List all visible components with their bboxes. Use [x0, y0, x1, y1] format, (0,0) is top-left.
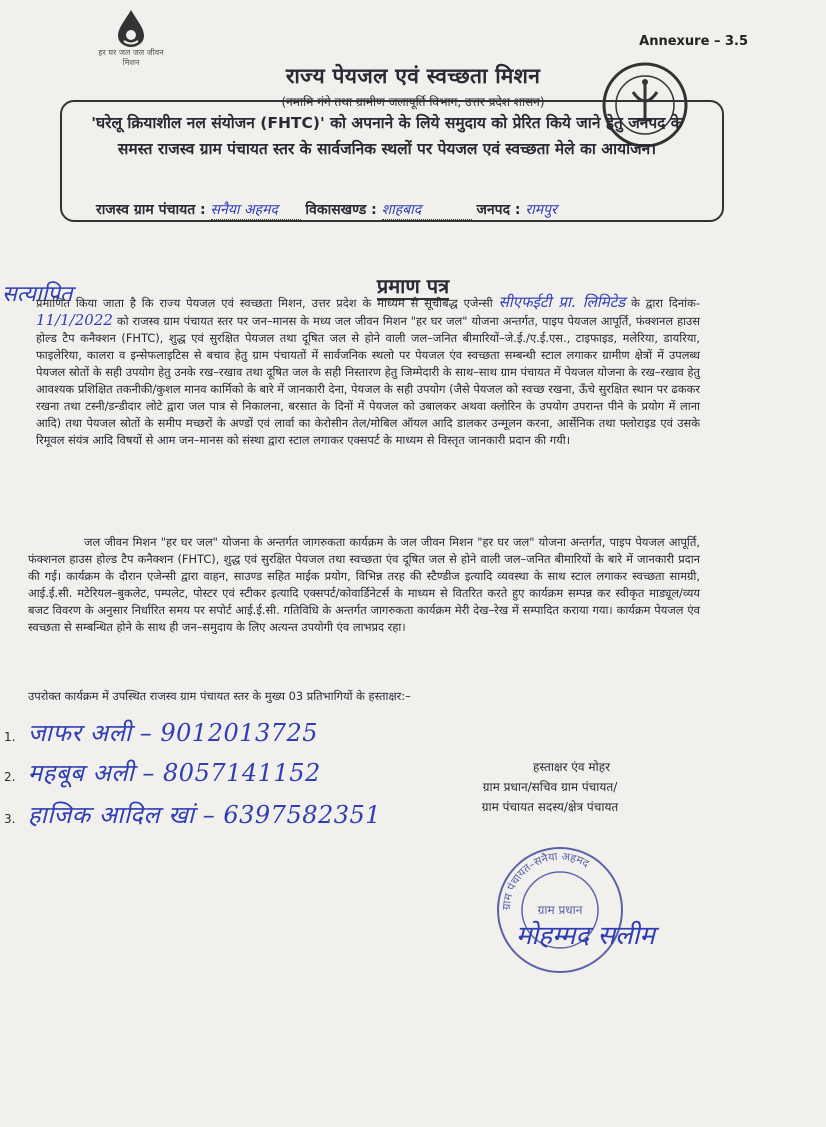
page-title: राज्य पेयजल एवं स्वच्छता मिशन — [285, 64, 541, 88]
gram-panchayat-stamp — [490, 840, 630, 984]
rgp-value: सनैया अहमद — [211, 200, 301, 220]
signatory-number: 2. — [4, 770, 16, 784]
p1-text-b: के द्वारा दिनांक- — [631, 296, 700, 310]
rgp-label: राजस्व ग्राम पंचायत : — [96, 202, 206, 218]
stamp-ring-text: ग्राम पंचायत–सनैया अहमद — [499, 849, 592, 911]
official-line-3: ग्राम पंचायत सदस्य/क्षेत्र पंचायत — [481, 800, 619, 814]
signatories-intro: उपरोक्त कार्यक्रम में उपस्थित राजस्व ग्राम पंचायत स्तर के मुख्य 03 प्रतिभागियों के हस्ताक्षर:– — [28, 689, 411, 703]
event-banner-text — [62, 110, 712, 162]
margin-handwritten-note: सत्यापित — [2, 282, 73, 307]
signatory-3 — [4, 798, 381, 831]
signatory-number: 3. — [4, 812, 16, 826]
stamp-center-text: ग्राम प्रधान — [537, 903, 583, 917]
official-signature-block — [440, 757, 660, 817]
signatory-2 — [4, 756, 321, 789]
official-line-1: हस्ताक्षर एंव मोहर — [532, 760, 610, 774]
block-label: विकासखण्ड : — [305, 202, 377, 218]
official-line-2: ग्राम प्रधान/सचिव ग्राम पंचायत/ — [482, 780, 618, 794]
signatory-handwriting: जाफर अली – 9012013725 — [27, 719, 319, 747]
agency-name: सीएफईटी प्रा. लिमिटेड — [498, 293, 626, 311]
event-date: 11/1/2022 — [36, 311, 113, 329]
signatory-handwriting: महबूब अली – 8057141152 — [27, 759, 321, 787]
jal-jeevan-mission-logo — [96, 8, 166, 68]
banner-line-2: समस्त राजस्व ग्राम पंचायत स्तर के सार्वजनिक स्थलों पर पेयजल एवं स्वच्छता मेले का आयोजन। — [117, 140, 657, 158]
logo-tagline: हर घर जल जल जीवन मिशन — [98, 48, 164, 67]
p1-text-a: प्रमाणित किया जाता है कि राज्य पेयजल एवं स्वच्छता मिशन, उत्तर प्रदेश के माध्यम से सूचीबद्ध एजेन्सी — [36, 296, 493, 310]
water-drop-icon — [114, 8, 148, 48]
official-signature: मोहम्मद सलीम — [516, 921, 655, 951]
annexure-label: Annexure – 3.5 — [639, 34, 748, 49]
signatory-1 — [4, 716, 318, 749]
certificate-heading-text: प्रमाण पत्र — [376, 274, 450, 298]
signatory-handwriting: हाजिक आदिल खां – 6397582351 — [27, 801, 382, 829]
district-label: जनपद : — [476, 202, 521, 218]
p1-text-c: को राजस्व ग्राम पंचायत स्तर पर जन–मानस के मध्य जल जीवन मिशन "हर घर जल" योजना अन्तर्गत, पाइप पेयजल आपूर्ति, फंक्शनल हाउस होल्ड टैप कनैक्शन (FHTC), शुद्ध एवं सुरक्षित पेयजल तथा दूषित जल से होने वाली जल–जनित बीमारियों–जे.ई./ए.ई.एस., टाइफाइड, मलेरिया, डायरिया, फाइलेरिया, कालरा व इन्सेफलाइटिस से बचाव हेतु ग्राम पंचायतों में सार्वजनिक स्थलो पर पेयजल एंव स्वच्छता सम्बन्धी स्टाल लगाकर ग्रामीण क्षेत्रों में उपलब्ध पेयजल स्रोतों के सही उपयोग हेतु उनके रख–रखाव तथा दूषित जल के सही निस्तारण हेतु जिम्मेदारी के साथ–साथ ग्राम पंचायत में पेयजल योजना के रख–रखाव हेतु आवश्यक प्रशिक्षित तकनीकी/कुशल मानव कार्मिको के बारे में जानकारी देना, पेयजल के सही उपयोग (जैसे पेयजल को स्वच्छ रखना, ऊँचे सुरक्षित स्थान पर ढककर रखना तथा टस्नी/डन्डीदार लोटे द्वारा जल पात्र से निकालना, बरसात के दिनों में पेयजल को उबालकर अथवा क्लोरिन के उपयोग उपरान्त पीने के प्रयोग में लाना आदि) तथा पेयजल स्रोतों के समीप मच्छरों के अण्डों एवं लार्वा का केरोसीन तेल/मोबिल ऑयल आदि डालकर उन्मूलन करना, आर्सेनिक तथा फ्लोराइड एवं उसके रिमूवल संयंत्र आदि विषयों से आम जन–मानस को संस्था द्वारा स्टाल लगाकर एक्सपर्ट के माध्यम से विस्तृत जानकारी प्रदान की गयी। — [36, 314, 701, 447]
district-value: रामपुर — [525, 202, 557, 218]
signatory-number: 1. — [4, 730, 16, 744]
page-subtitle: (नमामि गंगे तथा ग्रामीण जलापूर्ति विभाग, उत्तर प्रदेश शासन) — [281, 95, 545, 109]
svg-text:ग्राम पंचायत–सनैया अहमद — [500, 850, 592, 910]
certificate-paragraph-1 — [36, 294, 700, 449]
block-value: शाहबाद — [382, 200, 472, 220]
banner-line-1: 'घरेलू क्रियाशील नल संयोजन (FHTC)' को अपनाने के लिये समुदाय को प्रेरित किये जाने हेतु जनपद के — [91, 114, 683, 132]
location-fields — [96, 200, 557, 220]
certificate-paragraph-2: जल जीवन मिशन "हर घर जल" योजना के अन्तर्गत जागरुकता कार्यक्रम के जल जीवन मिशन "हर घर जल" योजना अन्तर्गत, पाइप पेयजल आपूर्ति, फंक्शनल हाउस होल्ड टैप कनैक्शन (FHTC), शुद्ध एवं सुरक्षित पेयजल तथा स्वच्छता एंव दूषित जल से होने वाली जल–जनित बीमारियों के बारे में जानकारी प्रदान की गई। कार्यक्रम के दौरान एजेन्सी द्वारा वाहन, साउण्ड सहित माईक प्रयोग, विभिन्न तरह की स्टैण्डीज इत्यादि व्यवस्था के साथ स्टाल लगाकर स्वच्छता सामग्री, आई.ई.सी. मटेरियल–बुकलेट, पम्पलेट, पोस्टर एवं स्टीकर इत्यादि एक्सपर्ट/कोवार्डिनेटर्स के माध्यम से वितरित करते हुए कार्यक्रम सम्पन्न कर स्वीकृत माड्यूल/व्यय बजट विवरण के अनुसार निर्धारित समय पर सपोर्ट आई.ई.सी. गतिविधि के अन्तर्गत जागरुकता कार्यक्रम मेरी देख–रेख में सम्पादित कराया गया। कार्यक्रम पेयजल एंव स्वच्छता से सम्बन्धित होने के साथ ही जन–समुदाय के लिए अत्यन्त उपयोगी एंव लाभप्रद रहा। — [28, 535, 700, 634]
